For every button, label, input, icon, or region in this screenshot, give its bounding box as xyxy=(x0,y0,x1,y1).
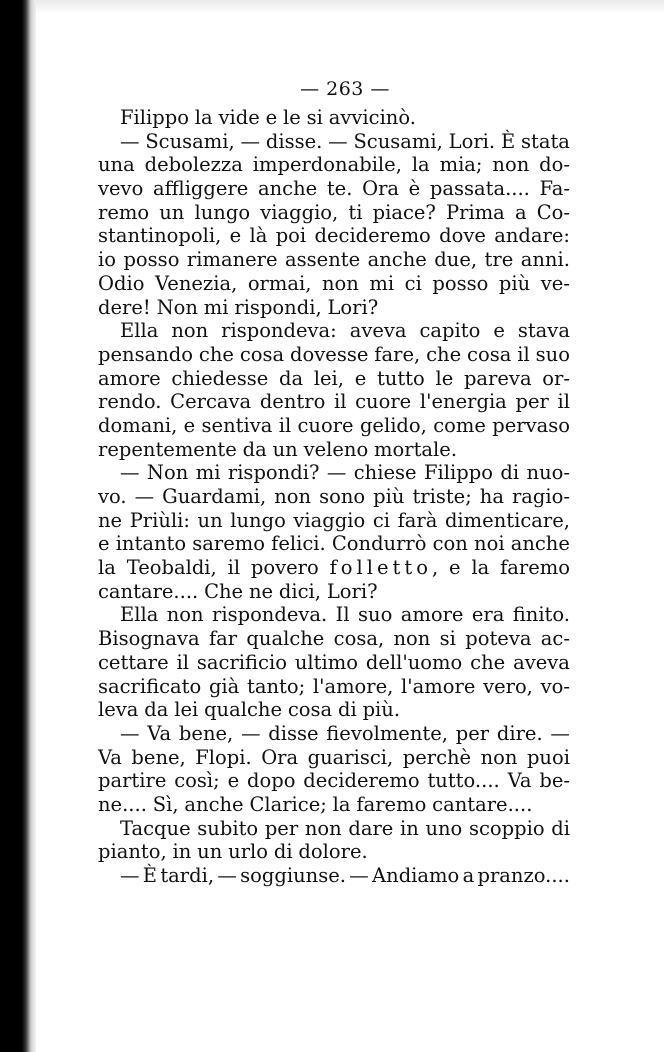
word: Filippo xyxy=(120,106,189,129)
word: Condurrò xyxy=(331,532,427,556)
word: debolezza xyxy=(144,153,243,177)
word: Clarice; xyxy=(249,792,327,816)
text-line xyxy=(98,769,570,793)
word: sono xyxy=(319,485,366,508)
word: pareva xyxy=(463,366,532,390)
word: anche xyxy=(367,248,427,272)
word: Bisognava xyxy=(98,627,200,651)
word: far xyxy=(208,627,238,651)
text-line xyxy=(98,248,570,272)
word: ci xyxy=(372,508,390,532)
word: come xyxy=(433,413,486,437)
text-line xyxy=(98,390,570,414)
text-line xyxy=(98,177,570,201)
word: povero xyxy=(250,556,319,580)
word: cantare.... xyxy=(98,579,199,603)
word: in xyxy=(399,816,419,840)
word: guarisci, xyxy=(307,745,394,769)
word: cettare xyxy=(98,650,169,674)
word: decideremo xyxy=(303,769,420,793)
word: rispondi, xyxy=(234,295,322,319)
word: anche xyxy=(510,532,570,556)
word: pianto, xyxy=(98,840,167,864)
word: Va xyxy=(98,745,122,769)
word: il xyxy=(176,650,190,674)
text-line xyxy=(98,793,570,817)
word: fievolmente, xyxy=(326,721,448,745)
word: e xyxy=(227,769,240,793)
word: — xyxy=(217,864,237,887)
word: chiedesse xyxy=(171,366,269,390)
text-line xyxy=(98,840,570,864)
word: rispondeva: xyxy=(221,319,337,343)
word: da xyxy=(144,698,169,722)
text-line xyxy=(98,319,570,343)
word: felici. xyxy=(271,532,326,556)
word: il xyxy=(278,413,292,437)
word: domani, xyxy=(98,413,178,437)
word: Non xyxy=(156,295,198,319)
word: Scusami, xyxy=(145,129,235,153)
text-line xyxy=(98,367,570,391)
word: e xyxy=(229,224,242,248)
word: da xyxy=(242,437,267,461)
word: soggiunse. xyxy=(240,864,346,887)
word: di xyxy=(551,816,570,840)
word: il xyxy=(517,342,530,366)
word: Prima xyxy=(446,200,505,224)
word: Non xyxy=(146,461,189,485)
word: perchè xyxy=(402,745,472,769)
text-line xyxy=(98,201,570,225)
word: fare, xyxy=(374,342,421,366)
text-line xyxy=(98,130,570,154)
word: per xyxy=(264,816,299,840)
word: intanto xyxy=(115,532,187,556)
word: anni. xyxy=(520,248,570,272)
word: il xyxy=(333,390,347,414)
word: suo xyxy=(358,603,393,627)
word: Il xyxy=(335,603,350,627)
word: ne.... xyxy=(98,792,147,816)
word: non xyxy=(393,627,431,651)
word: ragio- xyxy=(511,485,570,508)
word: ne xyxy=(98,508,123,532)
word: lei, xyxy=(313,366,344,390)
word: Scusami, xyxy=(353,129,443,153)
text-line xyxy=(98,556,570,580)
word: chiese xyxy=(353,461,417,485)
word: rimanere xyxy=(186,248,278,272)
word: la xyxy=(194,106,213,129)
word: dove xyxy=(439,224,486,248)
body-text xyxy=(98,106,570,888)
word: finito. xyxy=(512,603,570,627)
word: noi xyxy=(474,532,505,556)
word: a xyxy=(514,200,527,224)
word: che xyxy=(426,342,462,366)
word: rispondi? xyxy=(227,461,320,485)
word: Lori. xyxy=(448,129,496,153)
word: lei xyxy=(174,698,199,722)
text-line xyxy=(98,675,570,699)
word: È xyxy=(500,129,516,153)
word: pensando xyxy=(98,342,193,366)
word: vo- xyxy=(540,674,570,698)
word: andare: xyxy=(494,224,570,248)
word: affliggere xyxy=(152,177,249,201)
text-line xyxy=(98,224,570,248)
text-line xyxy=(98,438,570,462)
word: — xyxy=(120,461,140,485)
word: di xyxy=(338,698,357,722)
word: si xyxy=(439,627,456,651)
word: di xyxy=(500,461,520,485)
word: Cercava xyxy=(170,390,252,414)
text-line xyxy=(98,414,570,438)
word: di xyxy=(273,840,293,864)
word: ac- xyxy=(540,627,570,651)
word: Lori? xyxy=(326,579,378,603)
word: saremo xyxy=(192,532,265,556)
word: ve- xyxy=(540,271,570,295)
word: Va xyxy=(507,769,532,793)
word: — xyxy=(240,129,261,153)
text-line xyxy=(98,603,570,627)
word: in xyxy=(172,840,192,864)
word: e xyxy=(98,532,110,556)
word: con xyxy=(432,532,468,556)
word: triste; xyxy=(412,485,472,508)
word: — xyxy=(328,129,348,153)
word: che xyxy=(470,650,506,674)
word: do- xyxy=(539,153,570,177)
text-line xyxy=(98,532,570,556)
word: e xyxy=(354,366,367,390)
word: la xyxy=(332,792,351,816)
word: ti xyxy=(348,200,363,224)
word: folletto, xyxy=(329,556,439,580)
word: dimenticare, xyxy=(444,508,570,532)
word: tanto; xyxy=(246,674,306,698)
word: cuore xyxy=(355,390,412,414)
word: gelido, xyxy=(359,413,427,437)
word: Va xyxy=(147,721,172,745)
word: — xyxy=(134,485,155,508)
spaced-emphasis: folletto xyxy=(329,556,432,580)
word: pranzo.... xyxy=(477,864,570,887)
word: l'amore xyxy=(401,674,476,698)
word: dentro xyxy=(259,390,326,414)
word: che xyxy=(198,342,234,366)
word: anche xyxy=(257,177,318,201)
word: tutto.... xyxy=(427,769,500,793)
word: Ora xyxy=(362,177,400,201)
word: sentiva xyxy=(201,413,273,437)
word: un xyxy=(159,200,185,224)
word: si xyxy=(306,106,323,129)
page-binding-edge xyxy=(0,0,36,1052)
word: tre xyxy=(484,248,514,272)
word: puoi xyxy=(526,745,570,769)
word: più. xyxy=(362,698,401,722)
word: Flopi. xyxy=(195,745,252,769)
word: qualche xyxy=(246,627,325,651)
word: Lori? xyxy=(327,295,379,319)
word: sacrificio xyxy=(196,650,287,674)
word: vide xyxy=(218,106,260,129)
word: repentemente xyxy=(98,437,237,461)
word: e xyxy=(265,106,278,129)
word: — xyxy=(120,129,140,153)
word: a xyxy=(462,864,475,887)
word: or- xyxy=(542,366,570,390)
word: non xyxy=(171,319,209,343)
text-line xyxy=(98,153,570,177)
word: lungo xyxy=(230,508,286,532)
word: remo xyxy=(98,200,150,224)
word: più xyxy=(373,485,405,508)
text-line xyxy=(98,343,570,367)
word: — xyxy=(550,721,570,745)
word: capito xyxy=(419,319,481,343)
text-line xyxy=(98,746,570,770)
word: mortale. xyxy=(374,437,458,461)
word: già xyxy=(208,674,240,698)
word: be- xyxy=(539,769,570,793)
word: per xyxy=(455,721,490,745)
word: vo. xyxy=(98,485,127,508)
word: una xyxy=(98,153,135,177)
word: mia; xyxy=(439,153,483,177)
text-line xyxy=(98,461,570,485)
word: anche xyxy=(184,792,244,816)
word: amore xyxy=(98,366,161,390)
word: così; xyxy=(174,769,220,793)
text-line xyxy=(98,698,570,722)
word: Ella xyxy=(120,603,159,627)
text-line xyxy=(98,817,570,841)
word: dici, xyxy=(278,579,321,603)
word: qualche xyxy=(204,698,283,722)
word: rendo. xyxy=(98,390,162,414)
word: Ella xyxy=(120,319,159,343)
word: non xyxy=(321,271,359,295)
word: Che xyxy=(204,579,244,603)
word: ne xyxy=(248,579,274,603)
word: assente xyxy=(285,248,361,272)
word: non xyxy=(492,153,530,177)
word: la xyxy=(471,556,490,580)
word: aveva xyxy=(513,650,570,674)
word: Sì, xyxy=(152,792,179,816)
word: le xyxy=(435,366,454,390)
word: leva xyxy=(98,698,139,722)
word: farà xyxy=(397,508,438,532)
word: vero, xyxy=(483,674,533,698)
word: per xyxy=(515,390,549,414)
word: le xyxy=(283,106,301,129)
word: ultimo xyxy=(294,650,358,674)
word: Teobaldi, xyxy=(126,556,217,580)
word: posso xyxy=(123,248,180,272)
word: mi xyxy=(203,295,229,319)
word: un xyxy=(272,437,298,461)
word: la xyxy=(98,556,116,580)
word: la xyxy=(411,153,430,177)
word: bene, xyxy=(178,721,234,745)
word: — xyxy=(120,864,140,887)
word: cosa xyxy=(287,698,333,722)
word: piace? xyxy=(372,200,436,224)
word: tutto xyxy=(376,366,425,390)
word: viaggio xyxy=(293,508,366,532)
word: nuo- xyxy=(526,461,570,485)
word: bene, xyxy=(131,745,186,769)
word: uno xyxy=(425,816,463,840)
word: un xyxy=(197,840,223,864)
word: dire. xyxy=(496,721,543,745)
word: più xyxy=(498,271,531,295)
word: tardi, xyxy=(160,864,215,887)
word: stantinopoli, xyxy=(98,224,222,248)
word: stata xyxy=(521,129,570,153)
word: veleno xyxy=(303,437,369,461)
page-top-shadow xyxy=(36,0,664,14)
word: Odio xyxy=(98,271,145,295)
word: stava xyxy=(517,319,570,343)
word: Guardami, xyxy=(162,485,267,508)
word: Andiamo xyxy=(372,864,460,887)
word: due, xyxy=(434,248,478,272)
word: avvicinò. xyxy=(328,106,416,129)
word: lungo xyxy=(194,200,251,224)
word: Ora xyxy=(261,745,299,769)
word: partire xyxy=(98,769,167,793)
text-line xyxy=(98,580,570,604)
word: e xyxy=(493,319,505,343)
word: disse. xyxy=(265,129,323,153)
word: cosa xyxy=(239,342,285,366)
word: ha xyxy=(479,485,504,508)
word: dolore. xyxy=(298,840,368,864)
word: è xyxy=(408,177,421,201)
text-line xyxy=(98,485,570,509)
word: È xyxy=(142,864,158,887)
word: vevo xyxy=(98,177,144,201)
word: non xyxy=(304,816,342,840)
word: faremo xyxy=(356,792,427,816)
word: Priùli: xyxy=(129,508,190,532)
word: poteva xyxy=(465,627,532,651)
text-line xyxy=(98,627,570,651)
word: — xyxy=(326,461,347,485)
word: ormai, xyxy=(247,271,312,295)
word: ci xyxy=(404,271,422,295)
word: pervaso xyxy=(492,413,570,437)
word: imperdonabile, xyxy=(252,153,402,177)
word: passata.... xyxy=(429,177,530,201)
word: subito xyxy=(197,816,259,840)
word: disse xyxy=(268,721,319,745)
word: il xyxy=(227,556,241,580)
word: mi xyxy=(369,271,395,295)
word: dopo xyxy=(246,769,296,793)
word: io xyxy=(98,248,116,272)
word: poi xyxy=(275,224,307,248)
word: amore xyxy=(400,603,464,627)
word: Fa- xyxy=(539,177,570,201)
text-line xyxy=(98,651,570,675)
word: dell'uomo xyxy=(365,650,463,674)
word: suo xyxy=(535,342,570,366)
text-line xyxy=(98,509,570,533)
word: dere! xyxy=(98,295,151,319)
word: te. xyxy=(326,177,353,201)
word: cuore xyxy=(297,413,354,437)
text-line xyxy=(98,722,570,746)
word: sacrificato xyxy=(98,674,202,698)
word: faremo xyxy=(500,556,570,580)
word: — xyxy=(120,721,140,745)
word: Filippo xyxy=(423,461,493,485)
word: l'energia xyxy=(419,390,507,414)
word: e xyxy=(183,413,196,437)
word: viaggio, xyxy=(260,200,339,224)
page-number: — 263 — xyxy=(300,78,390,100)
word: — xyxy=(349,864,369,887)
word: là xyxy=(249,224,268,248)
word: Tacque xyxy=(120,816,191,840)
word: da xyxy=(278,366,304,390)
word: dovesse xyxy=(290,342,369,366)
word: — xyxy=(241,721,261,745)
word: cantare.... xyxy=(432,792,533,816)
word: mi xyxy=(195,461,221,485)
word: un xyxy=(197,508,223,532)
text-line xyxy=(98,864,570,888)
word: rispondeva. xyxy=(212,603,328,627)
word: non xyxy=(166,603,204,627)
word: non xyxy=(274,485,312,508)
word: l'amore, xyxy=(312,674,394,698)
word: Venezia, xyxy=(155,271,238,295)
text-line xyxy=(98,296,570,320)
word: urlo xyxy=(228,840,268,864)
word: era xyxy=(471,603,505,627)
word: non xyxy=(480,745,518,769)
word: decideremo xyxy=(314,224,431,248)
word: posso xyxy=(432,271,489,295)
word: e xyxy=(448,556,461,580)
word: cosa xyxy=(467,342,512,366)
word: cosa, xyxy=(333,627,385,651)
word: Co- xyxy=(536,200,570,224)
word: aveva xyxy=(349,319,407,343)
text-line xyxy=(98,106,570,130)
word: scoppio xyxy=(468,816,545,840)
word: dare xyxy=(348,816,394,840)
text-line xyxy=(98,272,570,296)
word: il xyxy=(557,390,570,414)
